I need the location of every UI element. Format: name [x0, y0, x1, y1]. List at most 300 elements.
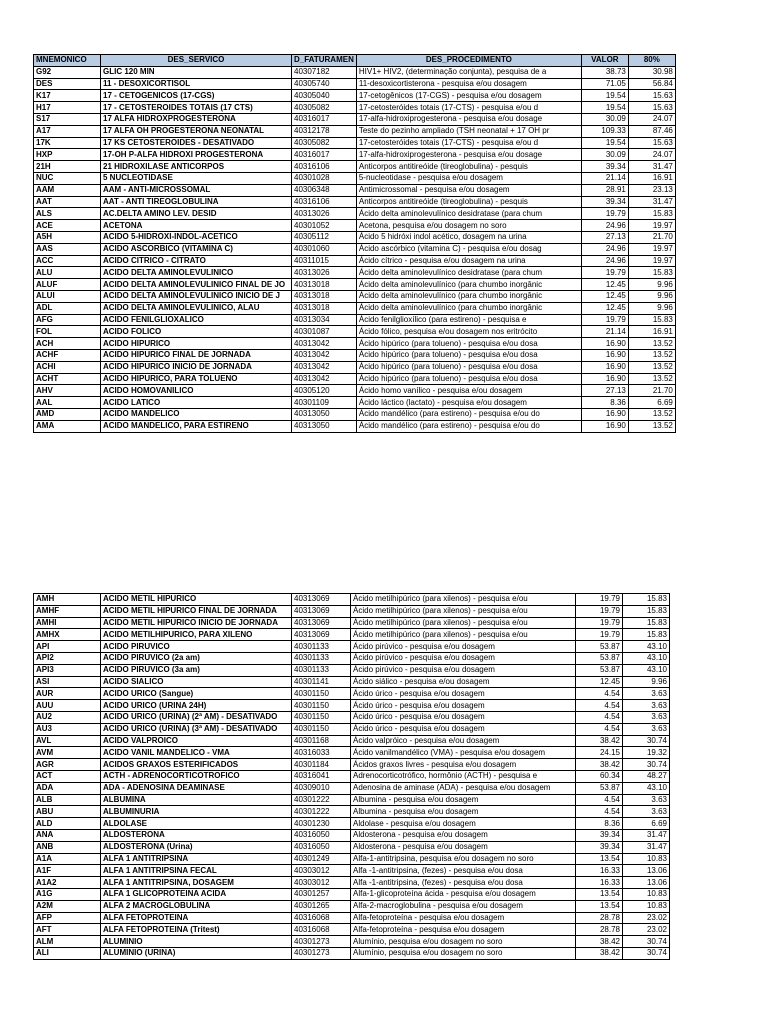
procedimento-cell: Ácido fenilglioxílico (para estireno) - pesquisa e — [356, 314, 581, 326]
procedimento-cell: Ácido fólico, pesquisa e/ou dosagem nos eritrócito — [356, 326, 581, 338]
mnemonico-cell: S17 — [34, 113, 101, 125]
mnemonico-cell: ALD — [34, 818, 101, 830]
servico-cell: 21 HIDROXILASE ANTICORPOS — [101, 161, 292, 173]
faturamento-cell: 40316068 — [292, 924, 351, 936]
mnemonico-cell: A1A — [34, 853, 101, 865]
faturamento-cell: 40303012 — [292, 877, 351, 889]
faturamento-cell: 40316068 — [292, 912, 351, 924]
valor-cell: 38.42 — [576, 947, 623, 959]
faturamento-cell: 40301150 — [292, 688, 351, 700]
procedimento-cell: Ácido delta aminolevulínico desidratase (para chum — [356, 208, 581, 220]
procedimento-cell: Ácido úrico - pesquisa e/ou dosagem — [351, 723, 576, 735]
percent80-cell: 3.63 — [623, 688, 670, 700]
valor-cell: 19.54 — [581, 90, 628, 102]
faturamento-cell: 40301133 — [292, 641, 351, 653]
percent80-cell: 3.63 — [623, 700, 670, 712]
table-row — [34, 326, 676, 338]
percent80-cell: 30.98 — [628, 66, 675, 78]
procedimento-cell: Aldosterona - pesquisa e/ou dosagem — [351, 829, 576, 841]
procedimento-cell: Ácido delta aminolevulínico (para chumbo inorgânic — [356, 290, 581, 302]
procedimento-cell: Ácido hipúrico (para tolueno) - pesquisa e/ou dosa — [356, 338, 581, 350]
servico-cell: ACTH - ADRENOCORTICOTROFICO — [101, 770, 292, 782]
mnemonico-cell: ALUF — [34, 279, 101, 291]
servico-cell: ALFA 1 GLICOPROTEINA ACIDA — [101, 888, 292, 900]
header-des-procedimento: DES_PROCEDIMENTO — [356, 55, 581, 67]
faturamento-cell: 40305112 — [292, 231, 357, 243]
percent80-cell: 23.02 — [623, 924, 670, 936]
faturamento-cell: 40301133 — [292, 664, 351, 676]
faturamento-cell: 40301133 — [292, 652, 351, 664]
faturamento-cell: 40313018 — [292, 290, 357, 302]
servico-cell: 17 - CETOSTEROIDES TOTAIS (17 CTS) — [101, 102, 292, 114]
table-row — [34, 78, 676, 90]
percent80-cell: 87.46 — [628, 125, 675, 137]
table-row — [34, 818, 670, 830]
faturamento-cell: 40313069 — [292, 605, 351, 617]
percent80-cell: 13.52 — [628, 361, 675, 373]
mnemonico-cell: ACHI — [34, 361, 101, 373]
servico-cell: ACIDO URICO (URINA) (3ª AM) - DESATIVADO — [101, 723, 292, 735]
percent80-cell: 24.07 — [628, 113, 675, 125]
procedimento-cell: 17-alfa-hidroxiprogesterona - pesquisa e/ou dosage — [356, 149, 581, 161]
table-row — [34, 302, 676, 314]
servico-cell: ACIDO VANIL MANDELICO - VMA — [101, 747, 292, 759]
percent80-cell: 10.83 — [623, 888, 670, 900]
faturamento-cell: 40313042 — [292, 361, 357, 373]
valor-cell: 38.42 — [576, 759, 623, 771]
valor-cell: 19.54 — [581, 102, 628, 114]
mnemonico-cell: AU2 — [34, 711, 101, 723]
mnemonico-cell: ALU — [34, 267, 101, 279]
procedimento-cell: Ácido valpróico - pesquisa e/ou dosagem — [351, 735, 576, 747]
procedimento-cell: HIV1+ HIV2, (determinação conjunta), pesquisa de a — [356, 66, 581, 78]
percent80-cell: 3.63 — [623, 723, 670, 735]
table-row — [34, 770, 670, 782]
mnemonico-cell: ALS — [34, 208, 101, 220]
mnemonico-cell: AAL — [34, 397, 101, 409]
table-row — [34, 290, 676, 302]
valor-cell: 19.79 — [581, 314, 628, 326]
mnemonico-cell: AU3 — [34, 723, 101, 735]
mnemonico-cell: ANB — [34, 841, 101, 853]
mnemonico-cell: API2 — [34, 652, 101, 664]
servico-cell: ACIDO URICO (Sangue) — [101, 688, 292, 700]
percent80-cell: 21.70 — [628, 385, 675, 397]
faturamento-cell: 40301222 — [292, 794, 351, 806]
faturamento-cell: 40313042 — [292, 373, 357, 385]
procedimento-cell: Ácido hipúrico (para tolueno) - pesquisa e/ou dosa — [356, 349, 581, 361]
table-row — [34, 66, 676, 78]
valor-cell: 19.79 — [576, 629, 623, 641]
table-row — [34, 161, 676, 173]
procedimento-cell: Ácido úrico - pesquisa e/ou dosagem — [351, 688, 576, 700]
procedimento-cell: Adenosina de aminase (ADA) - pesquisa e/ou dosagem — [351, 782, 576, 794]
procedimento-cell: Ácido delta aminolevulínico (para chumbo inorgânic — [356, 302, 581, 314]
percent80-cell: 23.13 — [628, 184, 675, 196]
servico-cell: ACIDO HIPURICO FINAL DE JORNADA — [101, 349, 292, 361]
table-row — [34, 735, 670, 747]
procedimento-cell: Alfa-1-glicoproteína ácida - pesquisa e/ou dosagem — [351, 888, 576, 900]
mnemonico-cell: FOL — [34, 326, 101, 338]
procedimento-cell: Ácido metilhipúrico (para xilenos) - pesquisa e/ou — [351, 594, 576, 606]
valor-cell: 19.79 — [581, 208, 628, 220]
procedimento-cell: 11-desoxicortisterona - pesquisa e/ou dosagem — [356, 78, 581, 90]
table-row — [34, 267, 676, 279]
mnemonico-cell: ACE — [34, 220, 101, 232]
valor-cell: 19.79 — [581, 267, 628, 279]
mnemonico-cell: AUU — [34, 700, 101, 712]
table-row — [34, 361, 676, 373]
servico-cell: 17 ALFA HIDROXPROGESTERONA — [101, 113, 292, 125]
mnemonico-cell: AHV — [34, 385, 101, 397]
faturamento-cell: 40316106 — [292, 196, 357, 208]
servico-cell: ACIDO METIL HIPURICO — [101, 594, 292, 606]
faturamento-cell: 40301060 — [292, 243, 357, 255]
valor-cell: 30.09 — [581, 149, 628, 161]
procedimento-cell: Ácido siálico - pesquisa e/ou dosagem — [351, 676, 576, 688]
table-row — [34, 900, 670, 912]
percent80-cell: 15.83 — [628, 208, 675, 220]
percent80-cell: 13.52 — [628, 373, 675, 385]
valor-cell: 28.78 — [576, 912, 623, 924]
valor-cell: 4.54 — [576, 688, 623, 700]
percent80-cell: 13.52 — [628, 338, 675, 350]
servico-cell: ACIDO LATICO — [101, 397, 292, 409]
table-row — [34, 747, 670, 759]
table-row — [34, 208, 676, 220]
servico-cell: ALUMINIO (URINA) — [101, 947, 292, 959]
procedimento-cell: Ácido ascórbico (vitamina C) - pesquisa e/ou dosag — [356, 243, 581, 255]
table-row — [34, 385, 676, 397]
valor-cell: 28.78 — [576, 924, 623, 936]
faturamento-cell: 40313050 — [292, 420, 357, 432]
procedimento-cell: Ácido mandélico (para estireno) - pesquisa e/ou do — [356, 420, 581, 432]
procedimento-cell: Alumínio, pesquisa e/ou dosagem no soro — [351, 936, 576, 948]
valor-cell: 109.33 — [581, 125, 628, 137]
valor-cell: 28.91 — [581, 184, 628, 196]
valor-cell: 38.42 — [576, 936, 623, 948]
servico-cell: ACIDO DELTA AMINOLEVULINICO — [101, 267, 292, 279]
valor-cell: 12.45 — [581, 290, 628, 302]
table-row — [34, 349, 676, 361]
table-row — [34, 794, 670, 806]
procedimento-cell: Alfa-1-antitripsina, pesquisa e/ou dosagem no soro — [351, 853, 576, 865]
valor-cell: 24.96 — [581, 220, 628, 232]
valor-cell: 13.54 — [576, 900, 623, 912]
faturamento-cell: 40305082 — [292, 137, 357, 149]
servico-cell: ACIDO METIL HIPURICO FINAL DE JORNADA — [101, 605, 292, 617]
procedimento-cell: Teste do pezinho ampliado (TSH neonatal + 17 OH pr — [356, 125, 581, 137]
percent80-cell: 13.06 — [623, 877, 670, 889]
procedimento-cell: Ácido pirúvico - pesquisa e/ou dosagem — [351, 641, 576, 653]
faturamento-cell: 40301184 — [292, 759, 351, 771]
mnemonico-cell: AMH — [34, 594, 101, 606]
faturamento-cell: 40301168 — [292, 735, 351, 747]
mnemonico-cell: AMHX — [34, 629, 101, 641]
faturamento-cell: 40301109 — [292, 397, 357, 409]
mnemonico-cell: AAS — [34, 243, 101, 255]
percent80-cell: 6.69 — [628, 397, 675, 409]
valor-cell: 13.54 — [576, 888, 623, 900]
procedimento-cell: Ácido úrico - pesquisa e/ou dosagem — [351, 700, 576, 712]
servico-cell: ACIDO 5-HIDROXI-INDOL-ACETICO — [101, 231, 292, 243]
mnemonico-cell: ACC — [34, 255, 101, 267]
servico-cell: ALBUMINA — [101, 794, 292, 806]
percent80-cell: 48.27 — [623, 770, 670, 782]
faturamento-cell: 40301257 — [292, 888, 351, 900]
table-row — [34, 408, 676, 420]
percent80-cell: 3.63 — [623, 711, 670, 723]
procedimento-cell: Ácido pirúvico - pesquisa e/ou dosagem — [351, 652, 576, 664]
faturamento-cell: 40313069 — [292, 617, 351, 629]
valor-cell: 8.36 — [576, 818, 623, 830]
procedimento-cell: Ácido cítrico - pesquisa e/ou dosagem na urina — [356, 255, 581, 267]
procedimento-cell: Ácido delta aminolevulínico (para chumbo inorgânic — [356, 279, 581, 291]
table-row — [34, 338, 676, 350]
mnemonico-cell: AAT — [34, 196, 101, 208]
table-row — [34, 947, 670, 959]
valor-cell: 30.09 — [581, 113, 628, 125]
faturamento-cell: 40313042 — [292, 338, 357, 350]
mnemonico-cell: ALUI — [34, 290, 101, 302]
table-row — [34, 888, 670, 900]
table-row — [34, 243, 676, 255]
mnemonico-cell: ANA — [34, 829, 101, 841]
procedimento-cell: Adrenocorticotrófico, hormônio (ACTH) - pesquisa e — [351, 770, 576, 782]
faturamento-cell: 40301265 — [292, 900, 351, 912]
percent80-cell: 43.10 — [623, 641, 670, 653]
table-row — [34, 912, 670, 924]
valor-cell: 27.13 — [581, 231, 628, 243]
procedimento-cell: Ácido metilhipúrico (para xilenos) - pesquisa e/ou — [351, 605, 576, 617]
header-row — [34, 55, 676, 67]
faturamento-cell: 40316050 — [292, 841, 351, 853]
mnemonico-cell: ASI — [34, 676, 101, 688]
valor-cell: 4.54 — [576, 700, 623, 712]
valor-cell: 39.34 — [576, 841, 623, 853]
servico-cell: ALFA 1 ANTITRIPSINA — [101, 853, 292, 865]
procedimento-cell: Alfa -1-antitripsina, (fezes) - pesquisa e/ou dosa — [351, 877, 576, 889]
faturamento-cell: 40313042 — [292, 349, 357, 361]
servico-cell: ALFA FETOPROTEINA (Tritest) — [101, 924, 292, 936]
procedimento-cell: Ácido pirúvico - pesquisa e/ou dosagem — [351, 664, 576, 676]
servico-cell: ALFA 1 ANTITRIPSINA, DOSAGEM — [101, 877, 292, 889]
valor-cell: 16.90 — [581, 373, 628, 385]
table-row — [34, 279, 676, 291]
servico-cell: 5 NUCLEOTIDASE — [101, 172, 292, 184]
valor-cell: 53.87 — [576, 652, 623, 664]
table-row — [34, 936, 670, 948]
faturamento-cell: 40305740 — [292, 78, 357, 90]
table-row — [34, 829, 670, 841]
servico-cell: ACIDO VALPROICO — [101, 735, 292, 747]
valor-cell: 16.90 — [581, 420, 628, 432]
percent80-cell: 16.91 — [628, 172, 675, 184]
table-row — [34, 676, 670, 688]
table-row — [34, 641, 670, 653]
percent80-cell: 10.83 — [623, 900, 670, 912]
percent80-cell: 31.47 — [628, 161, 675, 173]
faturamento-cell: 40313034 — [292, 314, 357, 326]
valor-cell: 39.34 — [581, 161, 628, 173]
servico-cell: ACIDO FOLICO — [101, 326, 292, 338]
percent80-cell: 19.97 — [628, 255, 675, 267]
procedimento-cell: Ácido vanilmandélico (VMA) - pesquisa e/ou dosagem — [351, 747, 576, 759]
mnemonico-cell: ACHT — [34, 373, 101, 385]
procedimento-cell: Alfa -1-antitripsina, (fezes) - pesquisa e/ou dosa — [351, 865, 576, 877]
percent80-cell: 15.83 — [623, 617, 670, 629]
faturamento-cell: 40301052 — [292, 220, 357, 232]
percent80-cell: 15.83 — [623, 629, 670, 641]
table-row — [34, 397, 676, 409]
faturamento-cell: 40309010 — [292, 782, 351, 794]
procedimento-cell: Ácido úrico - pesquisa e/ou dosagem — [351, 711, 576, 723]
percent80-cell: 23.02 — [623, 912, 670, 924]
valor-cell: 16.90 — [581, 338, 628, 350]
procedimento-cell: Ácido metilhipúrico (para xilenos) - pesquisa e/ou — [351, 629, 576, 641]
faturamento-cell: 40301087 — [292, 326, 357, 338]
valor-cell: 12.45 — [576, 676, 623, 688]
mnemonico-cell: ACT — [34, 770, 101, 782]
table-row — [34, 594, 670, 606]
mnemonico-cell: A1G — [34, 888, 101, 900]
percent80-cell: 19.97 — [628, 243, 675, 255]
valor-cell: 12.45 — [581, 302, 628, 314]
percent80-cell: 24.07 — [628, 149, 675, 161]
mnemonico-cell: A1A2 — [34, 877, 101, 889]
table-row — [34, 688, 670, 700]
percent80-cell: 43.10 — [623, 664, 670, 676]
table-row — [34, 102, 676, 114]
header-des-servico: DES_SERVICO — [101, 55, 292, 67]
faturamento-cell: 40305120 — [292, 385, 357, 397]
table-row — [34, 806, 670, 818]
faturamento-cell: 40301150 — [292, 700, 351, 712]
table-row — [34, 137, 676, 149]
mnemonico-cell: DES — [34, 78, 101, 90]
table-row — [34, 220, 676, 232]
procedimento-cell: 17-alfa-hidroxiprogesterona - pesquisa e/ou dosage — [356, 113, 581, 125]
valor-cell: 21.14 — [581, 326, 628, 338]
mnemonico-cell: ALB — [34, 794, 101, 806]
faturamento-cell: 40313018 — [292, 302, 357, 314]
table-row — [34, 652, 670, 664]
valor-cell: 4.54 — [576, 794, 623, 806]
servico-cell: ACIDO FENILGLIOXALICO — [101, 314, 292, 326]
valor-cell: 38.42 — [576, 735, 623, 747]
procedimento-cell: Ácidos graxos livres - pesquisa e/ou dosagem — [351, 759, 576, 771]
valor-cell: 38.73 — [581, 66, 628, 78]
faturamento-cell: 40301141 — [292, 676, 351, 688]
faturamento-cell: 40301150 — [292, 723, 351, 735]
table-row — [34, 853, 670, 865]
percent80-cell: 30.74 — [623, 759, 670, 771]
valor-cell: 39.34 — [581, 196, 628, 208]
faturamento-cell: 40301273 — [292, 947, 351, 959]
mnemonico-cell: ACH — [34, 338, 101, 350]
procedimento-cell: Alfa-fetoproteína - pesquisa e/ou dosagem — [351, 912, 576, 924]
mnemonico-cell: A1F — [34, 865, 101, 877]
header-valor: VALOR — [581, 55, 628, 67]
servico-cell: ALDOSTERONA — [101, 829, 292, 841]
procedimento-cell: Anticorpos antitireóide (tireoglobulina) - pesquis — [356, 161, 581, 173]
procedimento-cell: Antimicrossomal - pesquisa e/ou dosagem — [356, 184, 581, 196]
valor-cell: 24.96 — [581, 255, 628, 267]
valor-cell: 19.54 — [581, 137, 628, 149]
mnemonico-cell: AGR — [34, 759, 101, 771]
percent80-cell: 30.74 — [623, 735, 670, 747]
valor-cell: 53.87 — [576, 782, 623, 794]
servico-cell: ADA - ADENOSINA DEAMINASE — [101, 782, 292, 794]
valor-cell: 4.54 — [576, 806, 623, 818]
servico-cell: ACIDO PIRUVICO — [101, 641, 292, 653]
faturamento-cell: 40306348 — [292, 184, 357, 196]
servico-cell: AC.DELTA AMINO LEV. DESID — [101, 208, 292, 220]
percent80-cell: 19.32 — [623, 747, 670, 759]
table-row — [34, 877, 670, 889]
valor-cell: 16.90 — [581, 349, 628, 361]
mnemonico-cell: AAM — [34, 184, 101, 196]
table-row — [34, 420, 676, 432]
mnemonico-cell: HXP — [34, 149, 101, 161]
procedimento-cell: Ácido hipúrico (para tolueno) - pesquisa e/ou dosa — [356, 373, 581, 385]
header-80-percent: 80% — [628, 55, 675, 67]
percent80-cell: 15.63 — [628, 137, 675, 149]
table-row — [34, 231, 676, 243]
percent80-cell: 15.83 — [623, 605, 670, 617]
servico-cell: 11 - DESOXICORTISOL — [101, 78, 292, 90]
procedimento-cell: Ácido mandélico (para estireno) - pesquisa e/ou do — [356, 408, 581, 420]
mnemonico-cell: AMA — [34, 420, 101, 432]
table-row — [34, 172, 676, 184]
servico-cell: ACIDO HIPURICO INICIO DE JORNADA — [101, 361, 292, 373]
servico-cell: ALDOLASE — [101, 818, 292, 830]
mnemonico-cell: ALM — [34, 936, 101, 948]
procedimento-cell: Ácido hipúrico (para tolueno) - pesquisa e/ou dosa — [356, 361, 581, 373]
servico-cell: ACIDO DELTA AMINOLEVULINICO, ALAU — [101, 302, 292, 314]
percent80-cell: 10.83 — [623, 853, 670, 865]
valor-cell: 16.90 — [581, 408, 628, 420]
faturamento-cell: 40313026 — [292, 208, 357, 220]
servico-cell: ACIDO DELTA AMINOLEVULINICO FINAL DE JO — [101, 279, 292, 291]
table-row — [34, 149, 676, 161]
mnemonico-cell: AFG — [34, 314, 101, 326]
valor-cell: 19.79 — [576, 594, 623, 606]
mnemonico-cell: AFT — [34, 924, 101, 936]
procedimento-cell: Ácido láctico (lactato) - pesquisa e/ou dosagem — [356, 397, 581, 409]
faturamento-cell: 40311015 — [292, 255, 357, 267]
servico-cell: ALDOSTERONA (Urina) — [101, 841, 292, 853]
servico-cell: 17 KS CETOSTEROIDES - DESATIVADO — [101, 137, 292, 149]
procedimento-cell: Ácido metilhipúrico (para xilenos) - pesquisa e/ou — [351, 617, 576, 629]
valor-cell: 8.36 — [581, 397, 628, 409]
procedimento-cell: Alfa-2-macroglobulina - pesquisa e/ou dosagem — [351, 900, 576, 912]
percent80-cell: 43.10 — [623, 652, 670, 664]
table-row — [34, 605, 670, 617]
table-row — [34, 113, 676, 125]
percent80-cell: 16.91 — [628, 326, 675, 338]
servico-cell: 17-OH P-ALFA HIDROXI PROGESTERONA — [101, 149, 292, 161]
mnemonico-cell: AMHF — [34, 605, 101, 617]
servico-cell: ACETONA — [101, 220, 292, 232]
procedimento-cell: Albumina - pesquisa e/ou dosagem — [351, 794, 576, 806]
faturamento-cell: 40312178 — [292, 125, 357, 137]
faturamento-cell: 40301273 — [292, 936, 351, 948]
procedimento-cell: Alfa-fetoproteína - pesquisa e/ou dosagem — [351, 924, 576, 936]
faturamento-cell: 40301028 — [292, 172, 357, 184]
servico-cell: ACIDOS GRAXOS ESTERIFICADOS — [101, 759, 292, 771]
percent80-cell: 19.97 — [628, 220, 675, 232]
